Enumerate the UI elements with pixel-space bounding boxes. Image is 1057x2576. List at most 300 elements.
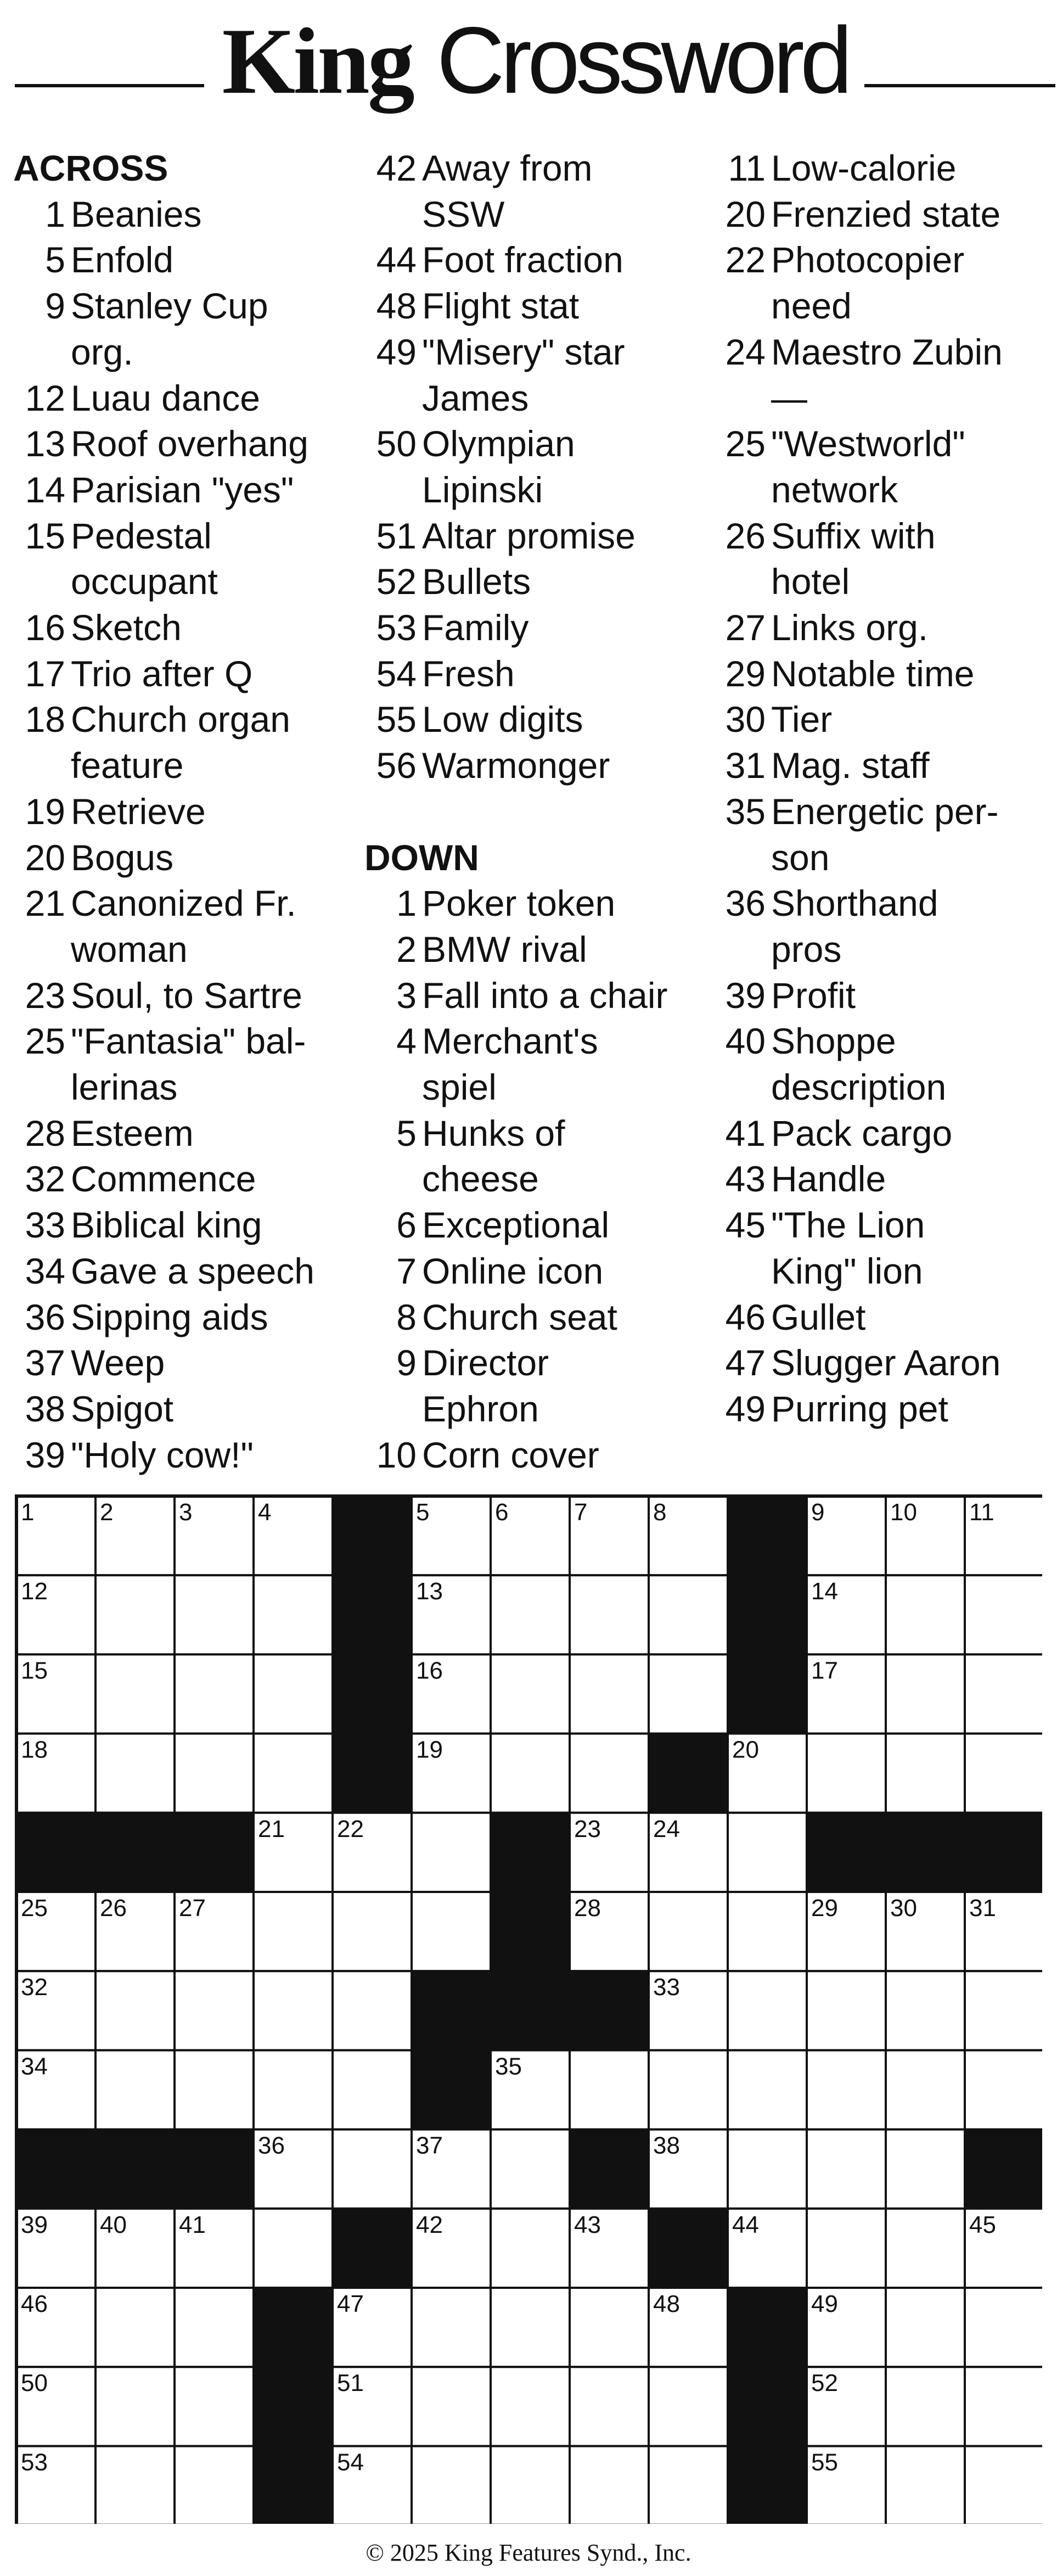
clue-number xyxy=(13,743,71,789)
clue-text: Suffix with xyxy=(771,515,936,556)
grid-cell[interactable] xyxy=(491,1734,570,1813)
clue-number xyxy=(713,1248,771,1295)
clue-text: Family xyxy=(422,607,529,648)
grid-cell[interactable] xyxy=(965,1734,1042,1813)
cell-number: 2 xyxy=(100,1499,114,1526)
grid-cell[interactable] xyxy=(886,2288,965,2367)
down-clue-6 xyxy=(364,1202,713,1248)
clue-text: Fall into a chair xyxy=(422,975,668,1016)
black-square xyxy=(965,1813,1042,1892)
clue-text: Poker token xyxy=(422,883,616,924)
clue-number: 9 xyxy=(396,1342,417,1384)
across-clue-55 xyxy=(364,697,713,743)
across-clue-32 xyxy=(13,1156,362,1202)
grid-cell[interactable] xyxy=(491,2209,570,2288)
clue-number: 31 xyxy=(725,745,766,786)
clue-text: Flight stat xyxy=(422,285,580,327)
grid-cell[interactable] xyxy=(175,2367,254,2446)
cell-number: 7 xyxy=(574,1499,588,1526)
across-clue-13 xyxy=(13,421,362,467)
grid-cell[interactable] xyxy=(728,1813,807,1892)
clue-text: Commence xyxy=(71,1158,256,1200)
across-clue-50 xyxy=(364,421,713,467)
cell-number: 35 xyxy=(495,2053,522,2080)
clue-text: lerinas xyxy=(71,1067,178,1108)
across-clue-44 xyxy=(364,237,713,283)
grid-cell[interactable] xyxy=(254,1971,333,2050)
grid-cell[interactable] xyxy=(491,1654,570,1733)
down-clue-36-cont xyxy=(713,927,1057,973)
clue-number: 18 xyxy=(25,699,65,740)
grid-cell[interactable] xyxy=(570,1575,649,1654)
grid-cell[interactable] xyxy=(649,2050,728,2129)
grid-cell[interactable] xyxy=(728,1892,807,1971)
clue-number: 25 xyxy=(725,423,766,464)
clue-number: 13 xyxy=(25,423,65,464)
grid-cell[interactable] xyxy=(886,1734,965,1813)
down-clue-43 xyxy=(713,1156,1057,1202)
grid-cell[interactable] xyxy=(491,2288,570,2367)
grid-cell[interactable] xyxy=(333,2130,412,2209)
black-square xyxy=(16,2130,95,2209)
grid-cell[interactable] xyxy=(95,2446,175,2524)
grid-cell[interactable] xyxy=(807,1734,886,1813)
clue-text: need xyxy=(771,285,852,327)
clue-columns xyxy=(0,145,1057,1485)
clue-number: 43 xyxy=(725,1158,766,1200)
clue-number: 28 xyxy=(25,1112,65,1153)
across-clue-18-cont xyxy=(13,743,362,789)
grid-cell[interactable] xyxy=(175,1654,254,1733)
cell-number: 32 xyxy=(21,1974,48,2001)
grid-cell[interactable] xyxy=(570,2367,649,2446)
across-clue-15 xyxy=(13,513,362,559)
down-clue-40 xyxy=(713,1018,1057,1065)
clue-text: Beanies xyxy=(71,193,202,234)
clue-text: Bogus xyxy=(71,837,174,878)
clue-text: Canonized Fr. xyxy=(71,883,296,924)
clue-number: 45 xyxy=(725,1205,766,1246)
black-square xyxy=(807,1813,886,1892)
black-square xyxy=(728,1496,807,1575)
down-clue-35-cont xyxy=(713,835,1057,881)
puzzle-header xyxy=(0,0,1057,126)
grid-cell[interactable] xyxy=(570,2050,649,2129)
across-clue-49-cont xyxy=(364,376,713,422)
black-square xyxy=(728,2446,807,2524)
down-clue-5 xyxy=(364,1111,713,1157)
clue-text: Pack cargo xyxy=(771,1112,953,1153)
across-clue-15-cont xyxy=(13,559,362,605)
clue-number xyxy=(13,927,71,973)
crossword-grid[interactable] xyxy=(15,1494,1042,2524)
clue-text: Roof overhang xyxy=(71,423,308,464)
grid-cell[interactable] xyxy=(965,2288,1042,2367)
clue-number: 17 xyxy=(25,653,65,694)
cell-number: 13 xyxy=(416,1578,443,1605)
black-square xyxy=(95,2130,175,2209)
clue-text: Sketch xyxy=(71,607,182,648)
clue-number: 34 xyxy=(25,1250,65,1291)
grid-cell[interactable] xyxy=(95,1971,175,2050)
down-clue-47 xyxy=(713,1340,1057,1386)
grid-cell[interactable] xyxy=(570,1654,649,1733)
black-square xyxy=(728,2288,807,2367)
grid-cell[interactable] xyxy=(95,1734,175,1813)
copyright-line: © 2025 King Features Synd., Inc. xyxy=(366,2539,691,2566)
cell-number: 18 xyxy=(21,1736,48,1763)
cell-number: 39 xyxy=(21,2211,48,2238)
cell-number: 34 xyxy=(21,2053,48,2080)
across-clue-49 xyxy=(364,329,713,376)
grid-cell[interactable] xyxy=(412,1813,491,1892)
across-clue-34 xyxy=(13,1248,362,1295)
clue-number: 42 xyxy=(376,148,417,188)
across-clue-16 xyxy=(13,605,362,651)
clue-number: 39 xyxy=(25,1434,65,1475)
grid-cell[interactable] xyxy=(807,2209,886,2288)
grid-cell[interactable] xyxy=(886,2367,965,2446)
down-clue-45-cont xyxy=(713,1248,1057,1295)
clue-number: 41 xyxy=(725,1112,766,1153)
across-clue-48 xyxy=(364,283,713,329)
black-square xyxy=(965,2130,1042,2209)
cell-number: 45 xyxy=(969,2211,996,2238)
clue-text: Church organ xyxy=(71,699,290,740)
clue-number xyxy=(13,1065,71,1111)
clue-number xyxy=(13,329,71,376)
grid-cell[interactable] xyxy=(412,2446,491,2524)
clue-number: 37 xyxy=(25,1342,65,1384)
grid-cell[interactable] xyxy=(95,2288,175,2367)
cell-number: 51 xyxy=(337,2370,364,2397)
clue-text: Lipinski xyxy=(422,469,543,510)
clue-text: Biblical king xyxy=(71,1205,262,1246)
grid-cell[interactable] xyxy=(965,2367,1042,2446)
down-clue-29 xyxy=(713,651,1057,697)
black-square xyxy=(333,1734,412,1813)
grid-cell[interactable] xyxy=(412,1892,491,1971)
down-clue-49 xyxy=(713,1386,1057,1432)
clue-column-1 xyxy=(13,145,362,1478)
clue-column-2 xyxy=(364,145,713,1478)
clue-text: Profit xyxy=(771,975,856,1016)
clue-text: Mag. staff xyxy=(771,745,930,786)
clue-text: "Fantasia" bal- xyxy=(71,1021,306,1062)
clue-number: 14 xyxy=(25,469,65,510)
across-clue-17 xyxy=(13,651,362,697)
title-crossword: Crossword xyxy=(436,8,848,113)
grid-cell[interactable] xyxy=(649,2367,728,2446)
clue-number: 20 xyxy=(25,837,65,878)
grid-cell[interactable] xyxy=(965,1575,1042,1654)
across-clue-53 xyxy=(364,605,713,651)
clue-text: Away from xyxy=(422,148,593,188)
clue-number: 1 xyxy=(45,193,65,234)
down-clue-39 xyxy=(713,973,1057,1019)
black-square xyxy=(886,1813,965,1892)
grid-cell[interactable] xyxy=(886,1971,965,2050)
across-clue-20 xyxy=(13,835,362,881)
cell-number: 49 xyxy=(811,2291,838,2317)
clue-number: 36 xyxy=(25,1296,65,1337)
grid-cell[interactable] xyxy=(886,2050,965,2129)
black-square xyxy=(254,2288,333,2367)
clue-number xyxy=(364,1156,422,1202)
clue-text: Fresh xyxy=(422,653,515,694)
grid-cell[interactable] xyxy=(965,1654,1042,1733)
down-clue-22-cont xyxy=(713,283,1057,329)
cell-number: 8 xyxy=(653,1499,667,1526)
clue-number: 22 xyxy=(725,239,766,281)
clue-number xyxy=(713,559,771,605)
down-clue-45 xyxy=(713,1202,1057,1248)
cell-number: 19 xyxy=(416,1736,443,1763)
grid-cell[interactable] xyxy=(886,2130,965,2209)
clue-text: King" lion xyxy=(771,1250,923,1291)
down-clue-3 xyxy=(364,973,713,1019)
down-clue-4-cont xyxy=(364,1065,713,1111)
cell-number: 22 xyxy=(337,1815,364,1843)
across-clue-19 xyxy=(13,789,362,835)
clue-number xyxy=(364,1386,422,1432)
grid-cell[interactable] xyxy=(175,2050,254,2129)
cell-number: 23 xyxy=(574,1815,601,1843)
grid-cell[interactable] xyxy=(649,2446,728,2524)
clue-number: 56 xyxy=(376,745,417,786)
grid-cell[interactable] xyxy=(175,1971,254,2050)
black-square xyxy=(333,1654,412,1733)
black-square xyxy=(491,1813,570,1892)
grid-cell[interactable] xyxy=(333,2050,412,2129)
across-clue-54 xyxy=(364,651,713,697)
cell-number: 11 xyxy=(969,1499,994,1526)
clue-text: Shorthand xyxy=(771,883,938,924)
down-clue-30 xyxy=(713,697,1057,743)
cell-number: 29 xyxy=(811,1895,838,1922)
grid-cell[interactable] xyxy=(95,2367,175,2446)
down-clue-1 xyxy=(364,881,713,927)
clue-number: 29 xyxy=(725,653,766,694)
clue-number: 32 xyxy=(25,1158,65,1200)
grid-cell[interactable] xyxy=(333,1971,412,2050)
clue-text: Shoppe xyxy=(771,1021,896,1062)
down-clue-46 xyxy=(713,1295,1057,1341)
clue-number: 7 xyxy=(396,1250,417,1291)
down-clue-26-cont xyxy=(713,559,1057,605)
black-square xyxy=(728,2367,807,2446)
cell-number: 42 xyxy=(416,2211,443,2238)
black-square xyxy=(175,1813,254,1892)
down-clue-27 xyxy=(713,605,1057,651)
clue-text: Exceptional xyxy=(422,1205,610,1246)
grid-cell[interactable] xyxy=(649,1654,728,1733)
grid-cell[interactable] xyxy=(807,2130,886,2209)
clue-number: 26 xyxy=(725,515,766,556)
clue-text: Retrieve xyxy=(71,791,206,832)
grid-cell[interactable] xyxy=(570,2288,649,2367)
clue-text: Church seat xyxy=(422,1296,617,1337)
grid-cell[interactable] xyxy=(649,1575,728,1654)
clue-number: 16 xyxy=(25,607,65,648)
cell-number: 15 xyxy=(21,1657,48,1684)
clue-text: "Westworld" xyxy=(771,423,965,464)
grid-cell[interactable] xyxy=(491,1575,570,1654)
grid-cell[interactable] xyxy=(491,2367,570,2446)
grid-cell[interactable] xyxy=(254,1654,333,1733)
down-clue-24 xyxy=(713,329,1057,376)
clue-text: Gave a speech xyxy=(71,1250,314,1291)
grid-cell[interactable] xyxy=(491,2130,570,2209)
grid-cell[interactable] xyxy=(728,1971,807,2050)
down-clue-31 xyxy=(713,743,1057,789)
clue-number: 44 xyxy=(376,239,417,281)
grid-cell[interactable] xyxy=(175,2288,254,2367)
clue-text: Links org. xyxy=(771,607,929,648)
clue-text: Soul, to Sartre xyxy=(71,975,302,1016)
grid-cell[interactable] xyxy=(886,2209,965,2288)
across-clue-25-cont xyxy=(13,1065,362,1111)
across-clue-38 xyxy=(13,1386,362,1432)
across-clue-12 xyxy=(13,376,362,422)
grid-cell[interactable] xyxy=(254,2050,333,2129)
clue-text: Purring pet xyxy=(771,1388,948,1429)
clue-text: Ephron xyxy=(422,1388,539,1429)
grid-cell[interactable] xyxy=(412,2367,491,2446)
clue-text: son xyxy=(771,837,830,878)
across-clue-9-cont xyxy=(13,329,362,376)
grid-cell[interactable] xyxy=(254,1734,333,1813)
clue-number: 49 xyxy=(725,1388,766,1429)
clue-text: SSW xyxy=(422,193,505,234)
black-square xyxy=(333,1496,412,1575)
down-clue-35 xyxy=(713,789,1057,835)
grid-cell[interactable] xyxy=(728,2050,807,2129)
clue-text: Spigot xyxy=(71,1388,174,1429)
down-clue-20 xyxy=(713,192,1057,238)
clue-number: 50 xyxy=(376,423,417,464)
cell-number: 37 xyxy=(416,2132,443,2159)
down-clue-10 xyxy=(364,1432,713,1479)
cell-number: 44 xyxy=(732,2211,759,2238)
section-gap xyxy=(364,789,713,835)
grid-cell[interactable] xyxy=(965,2446,1042,2524)
down-clue-8 xyxy=(364,1295,713,1341)
cell-number: 43 xyxy=(574,2211,601,2238)
clue-number xyxy=(364,376,422,422)
grid-cell[interactable] xyxy=(965,2050,1042,2129)
black-square xyxy=(333,2209,412,2288)
clue-number: 49 xyxy=(376,331,417,372)
across-clue-36 xyxy=(13,1295,362,1341)
clue-number xyxy=(364,192,422,238)
clue-text: Slugger Aaron xyxy=(771,1342,1001,1384)
grid-cell[interactable] xyxy=(95,1654,175,1733)
grid-cell[interactable] xyxy=(886,1654,965,1733)
grid-cell[interactable] xyxy=(728,2130,807,2209)
clue-number: 3 xyxy=(396,975,417,1016)
across-clue-33 xyxy=(13,1202,362,1248)
down-clue-9-cont xyxy=(364,1386,713,1432)
grid-cell[interactable] xyxy=(807,2050,886,2129)
across-clue-1 xyxy=(13,192,362,238)
clue-number: 10 xyxy=(376,1434,417,1475)
cell-number: 50 xyxy=(21,2370,48,2397)
clue-text: Altar promise xyxy=(422,515,636,556)
grid-cell[interactable] xyxy=(412,2288,491,2367)
grid-cell[interactable] xyxy=(649,1892,728,1971)
grid-cell[interactable] xyxy=(175,2446,254,2524)
clue-text: Frenzied state xyxy=(771,193,1001,234)
across-clue-23 xyxy=(13,973,362,1019)
grid-cell[interactable] xyxy=(254,2209,333,2288)
grid-cell[interactable] xyxy=(175,1575,254,1654)
grid-cell[interactable] xyxy=(886,1575,965,1654)
grid-cell[interactable] xyxy=(254,1575,333,1654)
grid-cell[interactable] xyxy=(965,1971,1042,2050)
black-square xyxy=(254,2446,333,2524)
down-clue-25 xyxy=(713,421,1057,467)
clue-number: 47 xyxy=(725,1342,766,1384)
grid-cell[interactable] xyxy=(886,2446,965,2524)
clue-text: Sipping aids xyxy=(71,1296,268,1337)
across-clue-56 xyxy=(364,743,713,789)
across-clue-9 xyxy=(13,283,362,329)
down-clue-11 xyxy=(713,145,1057,192)
clue-text: spiel xyxy=(422,1067,497,1108)
clue-number: 35 xyxy=(725,791,766,832)
down-clue-36 xyxy=(713,881,1057,927)
clue-number xyxy=(713,467,771,513)
clue-number: 39 xyxy=(725,975,766,1016)
across-clue-5 xyxy=(13,237,362,283)
clue-number: 54 xyxy=(376,653,417,694)
cell-number: 1 xyxy=(21,1499,35,1526)
grid-cell[interactable] xyxy=(254,1892,333,1971)
grid-cell[interactable] xyxy=(95,2050,175,2129)
clue-number xyxy=(364,467,422,513)
across-clue-14 xyxy=(13,467,362,513)
cell-number: 12 xyxy=(21,1578,48,1605)
cell-number: 10 xyxy=(890,1499,917,1526)
clue-text: feature xyxy=(71,745,184,786)
black-square xyxy=(412,2050,491,2129)
clue-text: Trio after Q xyxy=(71,653,253,694)
clue-text: description xyxy=(771,1067,947,1108)
across-clue-21 xyxy=(13,881,362,927)
clue-text: Olympian xyxy=(422,423,575,464)
clue-number: 40 xyxy=(725,1021,766,1062)
cell-number: 54 xyxy=(337,2449,364,2476)
clue-text: Maestro Zubin xyxy=(771,331,1003,372)
grid-cell[interactable] xyxy=(491,2446,570,2524)
down-clue-7 xyxy=(364,1248,713,1295)
clue-number: 8 xyxy=(396,1296,417,1337)
black-square xyxy=(570,2130,649,2209)
title-rule-right xyxy=(864,84,1055,87)
grid-cell[interactable] xyxy=(175,1734,254,1813)
grid-cell[interactable] xyxy=(807,1971,886,2050)
grid-cell[interactable] xyxy=(570,2446,649,2524)
clue-text: org. xyxy=(71,331,133,372)
cell-number: 31 xyxy=(969,1895,996,1922)
black-square xyxy=(649,1734,728,1813)
grid-cell[interactable] xyxy=(333,1892,412,1971)
grid-cell[interactable] xyxy=(95,1575,175,1654)
clue-number xyxy=(713,835,771,881)
clue-number: 15 xyxy=(25,515,65,556)
grid-cell[interactable] xyxy=(570,1734,649,1813)
